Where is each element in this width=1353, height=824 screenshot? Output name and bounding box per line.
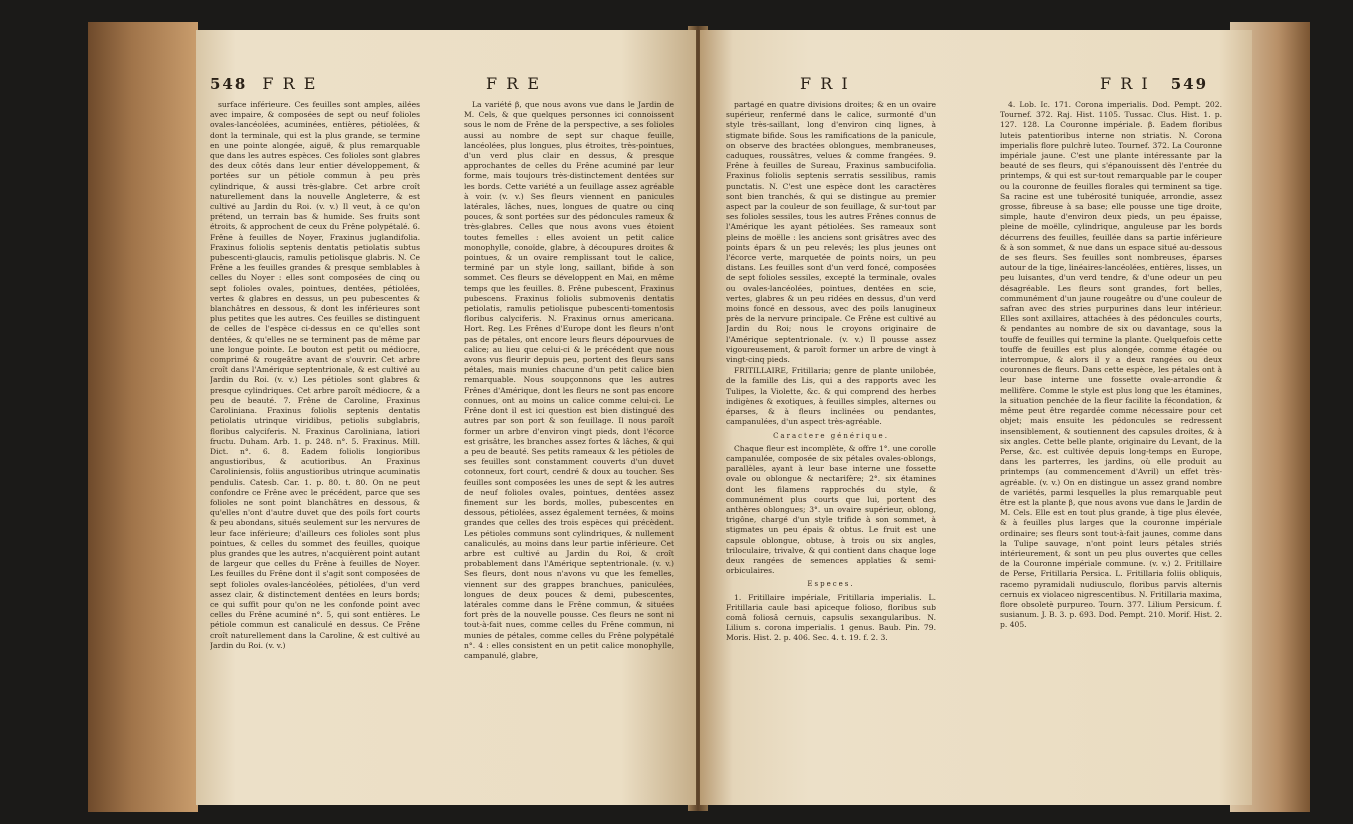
left-page [196,30,696,805]
right-page [700,30,1252,805]
especes-text: 1. Fritillaire impériale, Fritillaria imperialis. L. Fritillaria caule basi apiceque folioso, floribus sub comâ foliosâ cernuis, capsulis sexangularibus. N. Lilium s. corona imperialis. 1 genus. Baub. Pin. 79. Moris. Hist. 2. p. 406. Sec. 4. t. 19. f. 2. 3. [726,592,936,643]
right-column-1 [726,100,936,805]
column-text: surface inférieure. Ces feuilles sont amples, ailées avec impaire, & composées de sept ou neuf folioles ovales-lancéolées, acuminées, entières, pétiolées, & dont la terminale, qui est la plus grande, se termine en une pointe alongée, aiguë, & plus remarquable que dans les autres espèces. Ces folioles sont glabres des deux côtés dans leur entier développement, & portées sur un pétiole commun à peu près cylindrique, & aussi très-glabre. Cet arbre croît naturellement dans la nouvelle Angleterre, & est cultivé au Jardin du Roi. (v. v.) Il veut, à ce qu'on prétend, un terrain bas & humide. Ses fruits sont étroits, & approchent de ceux du Frêne polypétalé. 6. Frêne à feuilles de Noyer, Fraxinus juglandifolia. Fraxinus foliolis septenis dentatis petiolatis subtus pubescenti-glaucis, ramulis petiolisque glabris. N. Ce Frêne a les feuilles grandes & presque semblables à celles du Noyer : elles sont composées de cinq ou sept folioles ovales, pointues, dentées, pétiolées, vertes & glabres en dessus, un peu pubescentes & blanchâtres en dessous, & dont les inférieures sont plus petites que les autres. Ces feuilles se distinguent de celles de l'espèce ci-dessus en ce qu'elles sont dentées, & qu'elles ne se terminent pas de même par une longue pointe. Le bouton est petit ou médiocre, comprimé & rougeâtre avant de s'ouvrir. Cet arbre croît dans l'Amérique septentrionale, & est cultivé au Jardin du Roi. (v. v.) Les pétioles sont glabres & presque cylindriques. Cet arbre paroît médiocre, & a peu de beauté. 7. Frêne de Caroline, Fraxinus Caroliniana. Fraxinus foliolis septenis dentatis petiolatis utrinque viridibus, petiolis subglabris, floribus calyciferis. N. Fraxinus Caroliniana, latiori fructu. Duham. Arb. 1. p. 248. n°. 5. Fraxinus. Mill. Dict. n°. 6. 8. Eadem foliolis longioribus angustioribus, & acutioribus. An Fraxinus Caroliniensis, foliis angustioribus utrinque acuminatis pendulis. Catesb. Car. 1. p. 80. t. 80. On ne peut confondre ce Frêne avec le précédent, parce que ses folioles ne sont point blanchâtres en dessous, & qu'elles n'ont d'autre duvet que des poils fort courts & peu abondans, situés seulement sur les nervures de leur face inférieure; d'ailleurs ces folioles sont plus pointues, & celles du sommet des feuilles, quoique plus grandes que les autres, n'acquièrent point autant de largeur que celles du Frêne à feuilles de Noyer. Les feuilles du Frêne dont il s'agit sont composées de sept folioles ovales-lancéolées, pétiolées, d'un verd assez clair, & distinctement dentées en leurs bords; ce qui suffit pour qu'on ne les confonde point avec celles du Frêne acuminé n°. 5, qui sont entières. Le pétiole commun est canaliculé en dessus. Ce Frêne croît naturellement dans la Caroline, & est cultivé au Jardin du Roi. (v. v.) [210,100,420,650]
column-text: La variété β, que nous avons vue dans le Jardin de M. Cels, & que quelques personnes ici connoissent sous le nom de Frêne de la perspective, a ses folioles aussi au nombre de sept sur chaque feuille, lancéolées, plus longues, plus étroites, très-pointues, d'un verd plus clair en dessus, & presque approchantes de celles du Frêne acuminé par leur forme, mais toujours très-distinctement dentées sur les bords. Cette variété a un feuillage assez agréable à voir. (v. v.) Ses fleurs viennent en panicules latérales, lâches, nues, longues de quatre ou cinq pouces, & sont portées sur des pédoncules rameux & très-glabres. Celles que nous avons vues étoient toutes femelles : elles avoient un petit calice monophylle, conoïde, glabre, à découpures droites & pointues, & un ovaire remplissant tout le calice, terminé par un style long, saillant, bifide à son sommet. Ces fleurs se développent en Mai, en même temps que les feuilles. 8. Frêne pubescent, Fraxinus pubescens. Fraxinus foliolis submovenis dentatis petiolatis, ramulis petiolisque pubescenti-tomentosis floribus calyciferis. N. Fraxinus ornus americana. Hort. Reg. Les Frênes d'Europe dont les fleurs n'ont pas de pétales, ont encore leurs fleurs dépourvues de calice; au lieu que celui-ci & le précédent que nous avons vus fleurir depuis peu, portent des fleurs sans pétales, mais munies chacune d'un petit calice bien remarquable. Nous soupçonnons que les autres Frênes d'Amérique, dont les fleurs ne sont pas encore connues, ont au moins un calice comme celui-ci. Le Frêne dont il est ici question est bien distingué des autres par son port & son feuillage. Il nous paroît former un arbre d'environ vingt pieds, dont l'écorce est grisâtre, les branches assez fortes & lâches, & qui a peu de beauté. Ses petits rameaux & les pétioles de ses feuilles sont constamment couverts d'un duvet cotonneux, fort court, cendré & doux au toucher. Ses feuilles sont composées les unes de sept & les autres de neuf folioles ovales, pointues, dentées assez finement sur les bords, molles, pubescentes en dessous, pétiolées, assez également ternées, & moins grandes que celles des trois espèces qui précèdent. Les pétioles communs sont cylindriques, & nullement canaliculés, au moins dans leur partie inférieure. Cet arbre est cultivé au Jardin du Roi, & croît probablement dans l'Amérique septentrionale. (v. v.) Ses fleurs, dont nous n'avons vu que les femelles, viennent sur des grappes branchues, paniculées, longues de deux pouces & demi, pubescentes, latérales comme dans le Frêne commun, & situées fort près de la nouvelle pousse. Ces fleurs ne sont ni tout-à-fait nues, comme celles du Frêne commun, ni munies de pétales, comme celles du Frêne polypétalé n°. 4 : elles consistent en un petit calice monophylle, campanulé, glabre, [464,100,674,660]
left-page-header [210,74,317,93]
running-head: F R I [1100,74,1150,93]
running-head: F R E [262,74,318,93]
especes-heading: Especes. [807,580,855,589]
running-head-left: F R I [800,74,850,93]
caractere-heading: Caractere générique. [773,431,889,440]
column-text: 4. Lob. Ic. 171. Corona imperialis. Dod. Pempt. 202. Tournef. 372. Raj. Hist. 1105. Tussac. Clus. Hist. 1. p. 127. 128. La Couronne impériale. β. Eadem floribus luteis patentioribus interne non striatis. N. Corona imperialis flore pulchrè luteo. Tournef. 372. La Couronne impériale jaune. C'est une plante intéressante par la beauté de ses fleurs, qui s'épanouissent dès l'entrée du printemps, & qui est sur-tout remarquable par le couper ou la couronne de feuilles florales qui terminent sa tige. Sa racine est une tubérosité tuniquée, arrondie, assez grosse, fibreuse à sa base; elle pousse une tige droite, simple, haute d'environ deux pieds, un peu épaisse, pleine de moëlle, cylindrique, anguleuse par les bords décurrens des feuilles, feuillée dans sa partie inférieure & à son sommet, & nue dans un espace situé au-dessous de ses fleurs. Ses feuilles sont nombreuses, éparses autour de la tige, linéaires-lancéolées, entières, lisses, un peu luisantes, d'un verd tendre, & d'une odeur un peu désagréable. Les fleurs sont grandes, fort belles, communément d'un jaune rougeâtre ou d'une couleur de safran avec des stries purpurines dans leur intérieur. Elles sont axillaires, attachées à des pédoncules courts, & pendantes au nombre de six ou davantage, sous la touffe de feuilles qui termine la plante. Quelquefois cette touffe de feuilles est plus alongée, comme étagée ou interrompue, & alors il y a deux rangées ou deux couronnes de fleurs. Dans cette espèce, les pétales ont à leur base interne une fossette ovale-arrondie & mellifère. Comme le style est plus long que les étamines, la situation penchée de la fleur facilite la fécondation, & même peut être regardée comme nécessaire pour cet objet; mais ensuite les pédoncules se redressent insensiblement, & soutiennent des capsules droites, & à six angles. Cette belle plante, originaire du Levant, de la Perse, &c. est cultivée depuis long-temps en Europe, dans les parterres, les jardins, où elle produit au printemps (au commencement d'Avril) un effet très-agréable. (v. v.) On en distingue un assez grand nombre de variétés, parmi lesquelles la plus remarquable peut être est la plante β, que nous avons vue dans le Jardin de M. Cels. Elle est en tout plus grande, à tige plus élevée, & à feuilles plus larges que la couronne impériale ordinaire; ses fleurs sont tout-à-fait jaunes, comme dans la Tulipe sauvage, n'ont point leurs pétales striés intérieurement, & sont un peu plus ouvertes que celles de la Couronne impériale commune. (v. v.) 2. Fritillaire de Perse, Fritillaria Persica. L. Fritillaria foliis obliquis, racemo pyramidali nudiusculo, floribus parvis alternis cernuis ex violaceo nigrescentibus. N. Fritillaria maxima, flore obsoletè purpureo. Tourn. 377. Lilium Persicum. f. susianum. J. B. 3. p. 693. Dod. Pempt. 210. Morif. Hist. 2. p. 405. [1000,100,1222,630]
left-column-1 [210,100,420,805]
page-stack-left [88,22,198,812]
page-number-549: 549 [1170,75,1209,93]
right-page-header [1100,74,1208,93]
caractere-text: Chaque fleur est incomplète, & offre 1°. une corolle campanulée, composée de six pétales ovales-oblongs, parallèles, ayant à leur base interne une fossette ovale ou oblongue & nectarifère; 2°. six étamines dont les filamens rapprochés du style, & communément plus courts que lui, portent des anthères oblongues; 3°. un ovaire supérieur, oblong, trigône, chargé d'un style trifide à son sommet, à stigmates un peu épais & obtus. Le fruit est une capsule oblongue, obtuse, à trois ou six angles, triloculaire, trivalve, & qui contient dans chaque loge deux rangées de semences applaties & semi-orbiculaires. [726,443,936,576]
fritillaire-entry: FRITILLAIRE, Fritillaria; genre de plante unilobée, de la famille des Lis, qui a des rapports avec les Tulipes, la Violette, &c. & qui comprend des herbes indigènes & exotiques, à feuilles simples, alternes ou éparses, & à fleurs inclinées ou pendantes, campanulées, d'un aspect très-agréable. [726,366,936,427]
running-head-right: F R E [486,74,541,93]
page-number-548: 548 [210,75,248,93]
left-column-2 [464,100,674,805]
column-text: partagé en quatre divisions droites; & en un ovaire supérieur, renfermé dans le calice, surmonté d'un style très-saillant, long d'environ cinq lignes, à stigmate bifide. Sous les ramifications de la panicule, on observe des bractées oblongues, membraneuses, caduques, roussâtres, velues & comme frangées. 9. Frêne à feuilles de Sureau, Fraxinus sambucifolia. Fraxinus foliolis septenis serratis sessilibus, ramis punctatis. N. C'est une espèce dont les caractères sont bien tranchés, & qui se distingue au premier aspect par la couleur de son feuillage, & sur-tout par ses folioles sessiles, tous les autres Frênes connus de l'Amérique les ayant pétiolées. Ses rameaux sont pleins de moëlle : les anciens sont grisâtres avec des points épars & un peu relevés; les plus jeunes ont l'écorce verte, marquetée de points noirs, un peu distans. Les feuilles sont d'un verd foncé, composées de sept folioles sessiles, excepté la terminale, ovales ou ovales-lancéolées, pointues, dentées en scie, vertes, glabres & un peu ridées en dessus, d'un verd moins foncé en dessous, avec des poils lanugineux près de la nervure principale. Ce Frêne est cultivé au Jardin du Roi; nous le croyons originaire de l'Amérique septentrionale. (v. v.) Il pousse assez vigoureusement, & paroît former un arbre de vingt à vingt-cinq pieds. [726,100,936,365]
right-column-2 [1000,100,1222,805]
